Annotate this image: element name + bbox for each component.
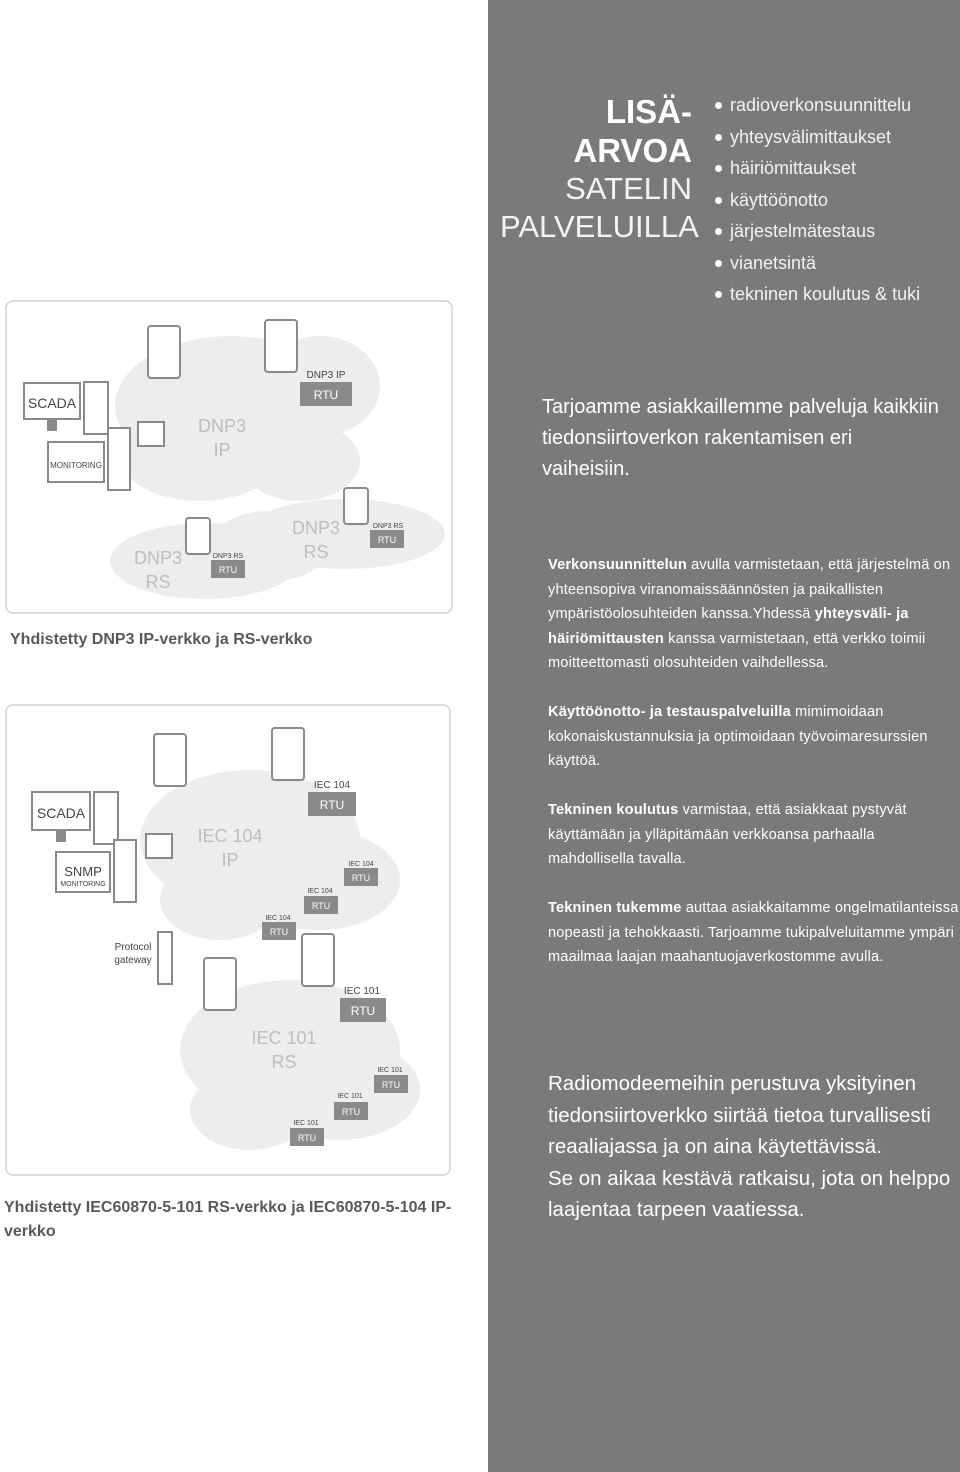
service-label: yhteysvälimittaukset: [730, 126, 892, 147]
service-label: häiriömittaukset: [730, 158, 857, 178]
hero-line-1: LISÄ-: [605, 93, 692, 130]
cloud-rs-label-1: DNP3: [133, 548, 183, 568]
iec101-label: IEC 101: [377, 1067, 403, 1074]
rtu-label: RTU: [341, 1107, 361, 1117]
closing-line-1: Radiomodeemeihin perustuva yksityinen tiedonsiirtoverkko siirtää tietoa turvallisesti reaaliajassa ja on aina käytettävissä.: [548, 1072, 931, 1158]
gateway-label-2: gateway: [114, 955, 152, 966]
rtu-label: RTU: [350, 1004, 376, 1018]
service-item: [712, 155, 920, 187]
bullet-icon: [715, 260, 722, 267]
cloud-rs-label-2: RS: [145, 572, 171, 592]
service-item: [712, 92, 920, 124]
bold-term: Verkonsuunnittelun: [548, 557, 687, 573]
rtu-label: RTU: [311, 901, 331, 911]
iec104-label: IEC 104: [265, 915, 291, 922]
rtu-label: RTU: [218, 565, 238, 575]
dnp3-network-diagram: [0, 296, 460, 618]
bullet-icon: [715, 134, 722, 141]
paragraph-commissioning: [548, 700, 960, 774]
caption-diagram-2: Yhdistetty IEC60870-5-101 RS-verkko ja IEC60870-5-104 IP-verkko: [4, 1199, 452, 1240]
services-list: [712, 92, 920, 313]
scada-label: SCADA: [27, 395, 77, 411]
cloud-104-label-2: IP: [221, 850, 239, 870]
dnp3-rs-label: DNP3 RS: [212, 553, 244, 560]
service-item: [712, 281, 920, 313]
snmp-label: SNMP: [64, 864, 102, 879]
cloud-101-label-2: RS: [271, 1052, 297, 1072]
paragraph-support: [548, 896, 960, 970]
service-label: tekninen koulutus & tuki: [730, 284, 921, 304]
bold-term: Tekninen koulutus: [548, 802, 679, 818]
bullet-icon: [715, 228, 722, 235]
hero-line-2: ARVOA: [573, 132, 692, 169]
scada-label: SCADA: [36, 805, 86, 821]
iec101-label: IEC 101: [293, 1120, 319, 1127]
rtu-label: RTU: [269, 927, 289, 937]
rtu-label: RTU: [297, 1133, 317, 1143]
rtu-label: RTU: [313, 388, 339, 402]
bold-term: Tekninen tukemme: [548, 900, 682, 916]
iec101-label: IEC 101: [343, 986, 381, 997]
service-item: [712, 187, 920, 219]
service-label: järjestelmätestaus: [730, 221, 876, 241]
paragraph-network-planning: [548, 553, 960, 676]
paragraph-text: auttaa asiakkaitamme ongelmatilanteissa nopeasti ja tehokkaasti. Tarjoamme tukipalveluitamme ympäri maailmaa laajan maahantuojaverkostomme avulla.: [548, 900, 959, 965]
cloud-ip-label-1: DNP3: [197, 416, 247, 436]
paragraph-text: varmistaa, että asiakkaat pystyvät käyttämään ja ylläpitämään verkkoansa parhaalla mahdollisella tavalla.: [548, 802, 907, 867]
cloud-rs-label-2: RS: [303, 542, 329, 562]
cloud-101-label-1: IEC 101: [251, 1028, 317, 1048]
rtu-label: RTU: [319, 798, 345, 812]
hero-line-3: SATELIN: [565, 171, 692, 206]
hero-line-4: PALVELUILLA: [500, 209, 699, 244]
hero-heading: [500, 92, 699, 246]
service-item: [712, 218, 920, 250]
paragraph-text: kanssa varmistetaan, että verkko toimii moitteettomasti olosuhteiden vaihdellessa.: [548, 630, 926, 671]
bullet-icon: [715, 165, 722, 172]
paragraph-training: [548, 798, 960, 872]
bullet-icon: [715, 102, 722, 109]
iec101-label: IEC 101: [337, 1093, 363, 1100]
service-label: vianetsintä: [730, 252, 817, 273]
paragraph-text: avulla varmistetaan, että järjestelmä on yhteensopiva viranomaissäännösten ja paikallisten ympäristöolosuhteiden kanssa.Yhdessä: [548, 557, 951, 622]
cloud-104-label-1: IEC 104: [197, 826, 263, 846]
monitoring-label: MONITORING: [60, 881, 106, 888]
caption-diagram-1: Yhdistetty DNP3 IP-verkko ja RS-verkko: [10, 631, 313, 648]
rtu-label: RTU: [377, 535, 397, 545]
bullet-icon: [715, 291, 722, 298]
dnp3-ip-label: DNP3 IP: [306, 370, 346, 381]
cloud-ip-label-2: IP: [213, 440, 231, 460]
bullet-icon: [715, 197, 722, 204]
switch-box: [138, 422, 164, 446]
iec104-label: IEC 104: [307, 888, 333, 895]
bold-term: Käyttöönotto- ja testauspalveluilla: [548, 704, 791, 720]
intro-text: Tarjoamme asiakkaillemme palveluja kaikkiin tiedonsiirtoverkon rakentamisen eri vaiheisiin.: [542, 396, 939, 480]
paragraph-text: mimimoidaan kokonaiskustannuksia ja optimoidaan työvoimaresurssien käyttöä.: [548, 704, 928, 769]
closing-line-2: Se on aikaa kestävä ratkaisu, jota on helppo laajentaa tarpeen vaatiessa.: [548, 1166, 951, 1221]
service-item: [712, 124, 920, 156]
iec-network-diagram: [0, 700, 460, 1180]
service-label: radioverkonsuunnittelu: [730, 95, 912, 115]
dnp3-rs-label: DNP3 RS: [372, 523, 404, 530]
monitoring-label: MONITORING: [50, 461, 102, 470]
iec104-label: IEC 104: [313, 780, 351, 791]
service-item: [712, 250, 920, 282]
rtu-label: RTU: [351, 873, 371, 883]
cloud-rs-label-1: DNP3: [291, 518, 341, 538]
service-label: käyttöönotto: [730, 189, 829, 210]
switch-box: [146, 834, 172, 858]
protocol-gateway-icon: [158, 932, 172, 984]
closing-statement: [548, 1068, 958, 1226]
gateway-label-1: Protocol: [114, 942, 152, 953]
rtu-label: RTU: [381, 1080, 401, 1090]
iec104-label: IEC 104: [348, 861, 374, 868]
bold-term: yhteysväli- ja häiriömittausten: [548, 606, 909, 647]
